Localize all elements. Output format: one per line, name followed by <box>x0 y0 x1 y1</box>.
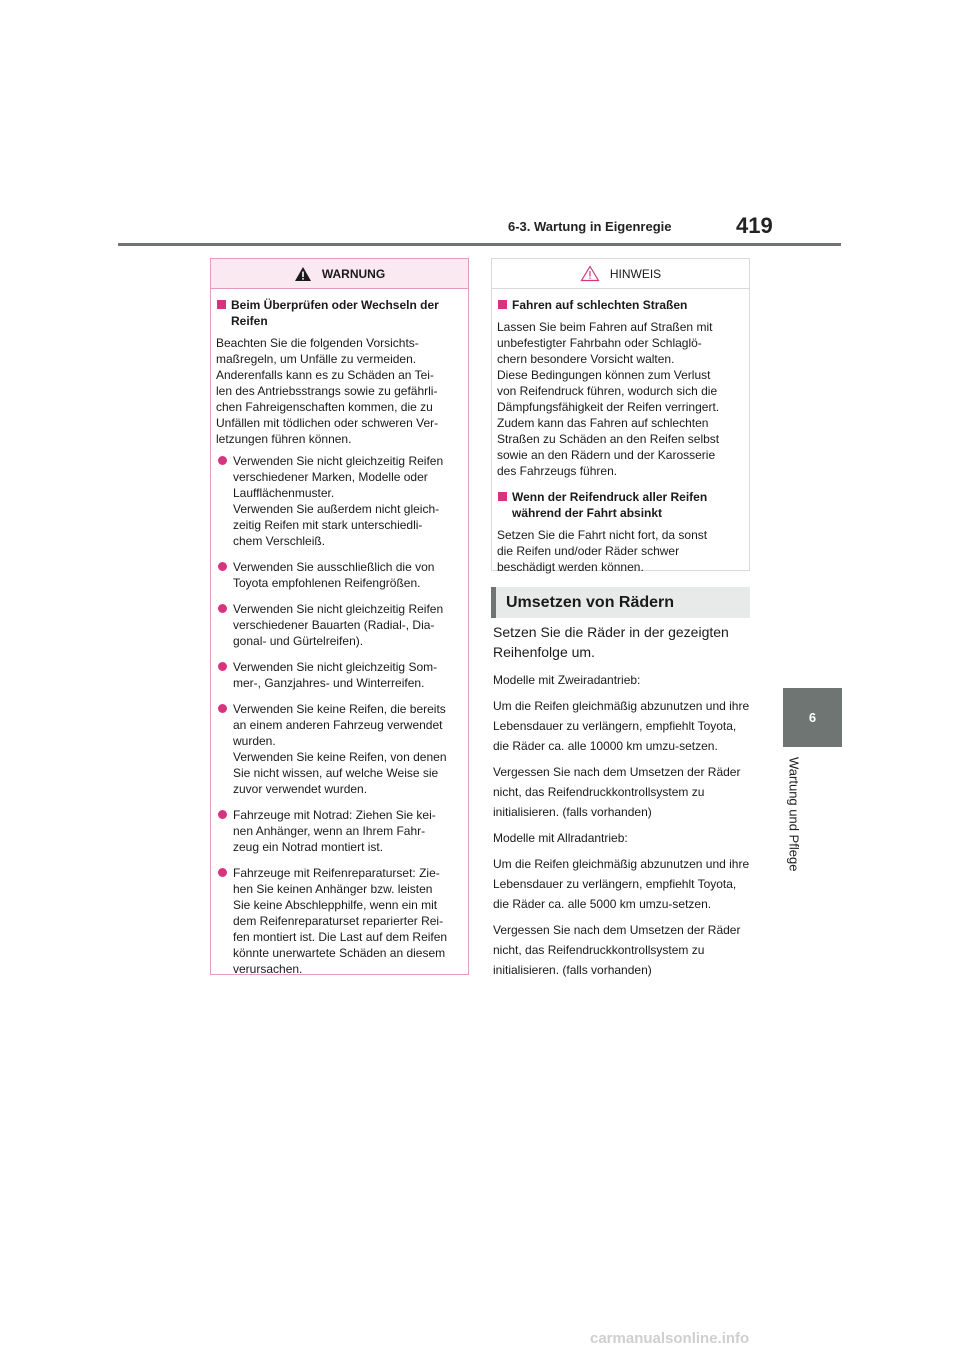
section-body <box>493 622 755 986</box>
note-heading: Fahren auf schlechten Straßen <box>497 297 744 313</box>
warning-heading: Beim Überprüfen oder Wechseln der Reifen <box>216 297 463 329</box>
square-bullet-icon <box>498 300 507 309</box>
circle-bullet-icon <box>218 810 227 819</box>
warning-bullet: Verwenden Sie nicht gleichzeitig Reifen verschiedener Marken, Modelle oder Laufflächenmuster. Verwenden Sie außerdem nicht gleich- zeitig Reifen mit stark unterschiedli- chem Verschleiß. <box>216 453 463 549</box>
warning-box <box>210 258 469 975</box>
circle-bullet-icon <box>218 704 227 713</box>
warning-intro: Beachten Sie die folgenden Vorsichts- maßregeln, um Unfälle zu vermeiden. Anderenfalls kann es zu Schäden an Tei- len des Antriebsstrangs sowie zu gefährli- chen Fahreigenschaften kommen, die zu Unfällen mit tödlichen oder schweren Ver- letzungen führen können. <box>216 336 439 446</box>
note-header <box>492 259 749 289</box>
circle-bullet-icon <box>218 662 227 671</box>
warning-bullet: Verwenden Sie nicht gleichzeitig Reifen verschiedener Bauarten (Radial-, Dia- gonal- und Gürtelreifen). <box>216 601 463 649</box>
body-paragraph: Vergessen Sie nach dem Umsetzen der Räder nicht, das Reifendruckkontrollsystem zu initialisieren. (falls vorhanden) <box>493 765 741 819</box>
body-paragraph: Um die Reifen gleichmäßig abzunutzen und ihre Lebensdauer zu verlängern, empfiehlt Toyota, die Räder ca. alle 10000 km umzu-setzen. <box>493 699 750 753</box>
body-paragraph: Modelle mit Zweiradantrieb: <box>493 673 641 687</box>
chapter-title: Wartung und Pflege <box>786 757 802 872</box>
note-heading: Wenn der Reifendruck aller Reifen während der Fahrt absinkt <box>497 489 744 521</box>
square-bullet-icon <box>217 300 226 309</box>
watermark: carmanualsonline.info <box>590 1330 750 1347</box>
body-paragraph: Um die Reifen gleichmäßig abzunutzen und ihre Lebensdauer zu verlängern, empfiehlt Toyota, die Räder ca. alle 5000 km umzu-setzen. <box>493 857 750 911</box>
warning-bullet: Fahrzeuge mit Notrad: Ziehen Sie kei- nen Anhänger, wenn an Ihrem Fahr- zeug ein Notrad montiert ist. <box>216 807 463 855</box>
circle-bullet-icon <box>218 868 227 877</box>
note-box <box>491 258 750 574</box>
body-paragraph: Modelle mit Allradantrieb: <box>493 831 628 845</box>
warning-triangle-icon <box>294 266 312 282</box>
page-number: 419 <box>736 213 773 238</box>
square-bullet-icon <box>498 492 507 501</box>
note-text: Lassen Sie beim Fahren auf Straßen mit unbefestigter Fahrbahn oder Schlaglö- chern besondere Vorsicht walten. Diese Bedingungen können zum Verlust von Reifendruck führen, wodurch sich die Dämpfungsfähigkeit der Reifen verringert. Zudem kann das Fahren auf schlechten Straßen zu Schäden an den Reifen selbst sowie an den Rädern und der Karosserie des Fahrzeugs führen. <box>497 320 720 478</box>
section-heading: Umsetzen von Rädern <box>491 587 750 618</box>
warning-bullet: Fahrzeuge mit Reifenreparaturset: Zie- hen Sie keinen Anhänger bzw. leisten Sie keine Abschlepphilfe, wenn ein mit dem Reifenreparaturset reparierter Rei- fen montiert ist. Die Last auf dem Reifen könnte unerwartete Schäden an diesem verursachen. <box>216 865 463 977</box>
section-lead: Setzen Sie die Räder in der gezeigten Reihenfolge um. <box>493 624 729 660</box>
header-divider <box>118 243 841 246</box>
warning-bullet: Verwenden Sie nicht gleichzeitig Som- mer-, Ganzjahres- und Winterreifen. <box>216 659 463 691</box>
circle-bullet-icon <box>218 456 227 465</box>
warning-bullet: Verwenden Sie ausschließlich die von Toyota empfohlenen Reifengrößen. <box>216 559 463 591</box>
note-text: Setzen Sie die Fahrt nicht fort, da sonst die Reifen und/oder Räder schwer beschädigt werden können. <box>497 528 708 574</box>
warning-header <box>211 259 468 289</box>
warning-bullet: Verwenden Sie keine Reifen, die bereits an einem anderen Fahrzeug verwendet wurden. Verwenden Sie keine Reifen, von denen Sie nicht wissen, auf welche Weise sie zuvor verwendet wurden. <box>216 701 463 797</box>
warning-title: WARNUNG <box>321 266 386 281</box>
note-title: HINWEIS <box>609 266 662 281</box>
circle-bullet-icon <box>218 604 227 613</box>
circle-bullet-icon <box>218 562 227 571</box>
caution-triangle-icon <box>580 265 600 282</box>
chapter-number-tab[interactable]: 6 <box>783 688 842 747</box>
body-paragraph: Vergessen Sie nach dem Umsetzen der Räder nicht, das Reifendruckkontrollsystem zu initialisieren. (falls vorhanden) <box>493 923 741 977</box>
section-title: 6-3. Wartung in Eigenregie <box>508 219 672 234</box>
